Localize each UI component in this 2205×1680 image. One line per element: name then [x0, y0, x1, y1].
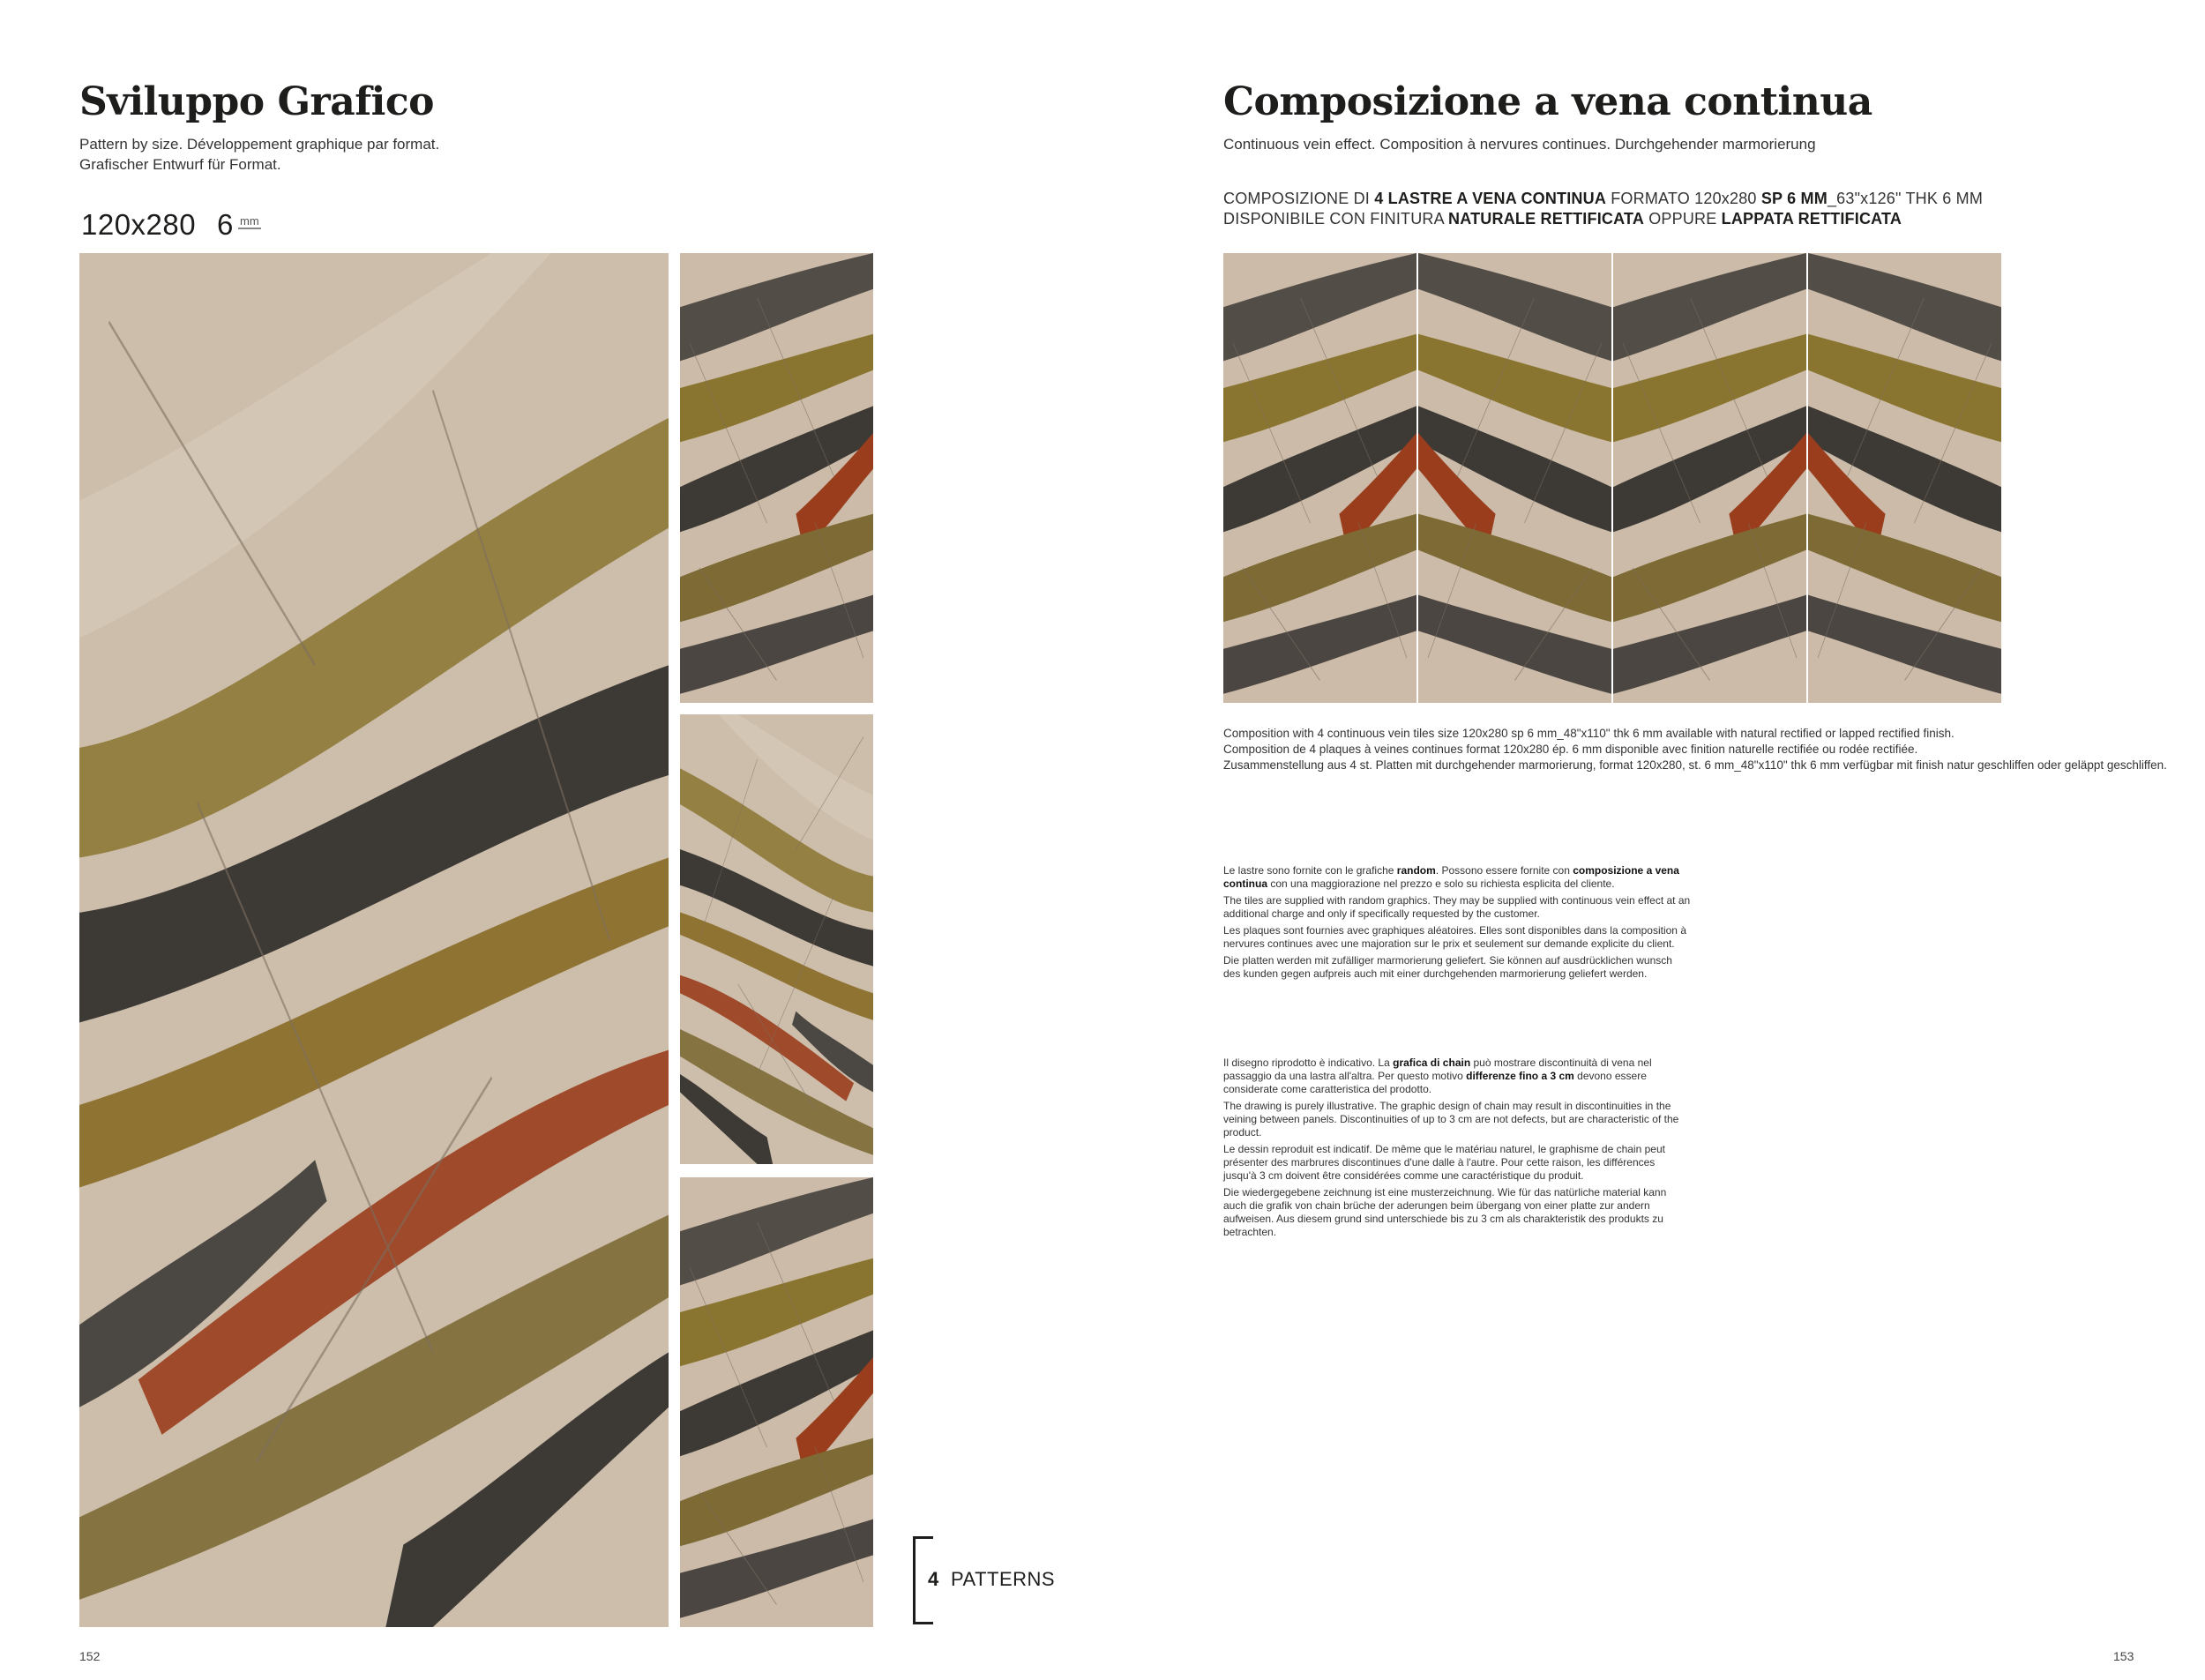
chain-graphics-note	[1223, 1057, 1691, 1243]
left-page-subtitle	[79, 134, 439, 175]
composition-slab-1	[1223, 253, 1416, 703]
caption-en: Composition with 4 continuous vein tiles size 120x280 sp 6 mm_48"x110" thk 6 mm available with natural rectified or lapped rectified finish.	[1223, 727, 1955, 740]
note1-it: Le lastre sono fornite con le grafiche random. Possono essere fornite con composizione a vena continua con una maggiorazione nel prezzo e solo su richiesta esplicita del cliente.	[1223, 864, 1679, 890]
left-subtitle-line1: Pattern by size. Développement graphique par format.	[79, 136, 440, 153]
note2-fr: Le dessin reproduit est indicatif. De même que le matériau naturel, le graphisme de chain peut présenter des marbrures discontinues d'une dalle à l'autre. Pour cette raison, les différences jusqu'à 3 cm doivent être considérées comme une caractéristique du produit.	[1223, 1143, 1665, 1182]
thickness-unit: mm	[240, 214, 259, 228]
tile-small-image-3	[680, 1177, 873, 1627]
thickness-value: 6	[217, 208, 234, 241]
continuous-vein-composition	[1223, 253, 2001, 703]
caption-fr: Composition de 4 plaques à veines continues format 120x280 ép. 6 mm disponible avec finition naturelle rectifiée ou rodée rectifiée.	[1223, 743, 1918, 756]
note2-de: Die wiedergegebene zeichnung ist eine musterzeichnung. Wie für das natürliche material kann auch die grafik von chain brüche der aderungen beim übergang von einer platte zur andern aufweisen. Aus diesem grund sind unterschiede bis zu 3 cm als charakteristik des produkts zu betrachten.	[1223, 1186, 1667, 1238]
right-page-number: 153	[2113, 1649, 2134, 1663]
left-page-title: Sviluppo Grafico	[79, 79, 435, 124]
composition-slab-3	[1613, 253, 1806, 703]
composition-slab-4	[1808, 253, 2001, 703]
note1-de: Die platten werden mit zufälliger marmorierung geliefert. Sie können auf ausdrücklichen wunsch des kunden gegen aufpreis auch mit einer durchgehenden marmorierung geliefert werden.	[1223, 954, 1672, 980]
tile-small-image-2	[680, 714, 873, 1164]
note2-it: Il disegno riprodotto è indicativo. La grafica di chain può mostrare discontinuità di vena nel passaggio da una lastra all'altra. Per questo motivo differenze fino a 3 cm devono essere considerate come caratteristica del prodotto.	[1223, 1057, 1652, 1095]
tile-large-image	[79, 253, 669, 1627]
patterns-count: 4	[928, 1568, 939, 1590]
caption-de: Zusammenstellung aus 4 st. Platten mit durchgehender marmorierung, format 120x280, st. 6 mm_48"x110" thk 6 mm verfügbar mit finish natur geschliffen oder geläppt geschliffen.	[1223, 758, 2167, 772]
composition-heading: COMPOSIZIONE DI 4 LASTRE A VENA CONTINUA FORMATO 120x280 SP 6 MM_63"x126" THK 6 MM DISPONIBILE CON FINITURA NATURALE RETTIFICATA OPPURE LAPPATA RETTIFICATA	[1223, 190, 1984, 228]
note1-en: The tiles are supplied with random graphics. They may be supplied with continuous vein effect at an additional charge and only if specifically requested by the customer.	[1223, 894, 1691, 920]
composition-slab-2	[1418, 253, 1611, 703]
right-page-subtitle: Continuous vein effect. Composition à nervures continues. Durchgehender marmorierung	[1223, 136, 1816, 153]
random-graphics-note	[1223, 864, 1691, 984]
note1-fr: Les plaques sont fournies avec graphiques aléatoires. Elles sont disponibles dans la composition à nervures continues avec une majoration sur le prix et seulement sur demande explicite du client.	[1223, 924, 1686, 950]
note2-en: The drawing is purely illustrative. The graphic design of chain may result in discontinuities in the veining between panels. Discontinuities of up to 3 cm are not defects, but are characteristic of the product.	[1223, 1100, 1679, 1139]
tile-small-image-1	[680, 253, 873, 703]
left-page-number: 152	[79, 1649, 101, 1663]
right-page-title: Composizione a vena continua	[1223, 79, 1872, 124]
left-subtitle-line2: Grafischer Entwurf für Format.	[79, 156, 281, 173]
composition-captions	[1223, 726, 2167, 773]
patterns-label: PATTERNS	[951, 1568, 1056, 1590]
format-label: 120x280	[81, 208, 197, 241]
